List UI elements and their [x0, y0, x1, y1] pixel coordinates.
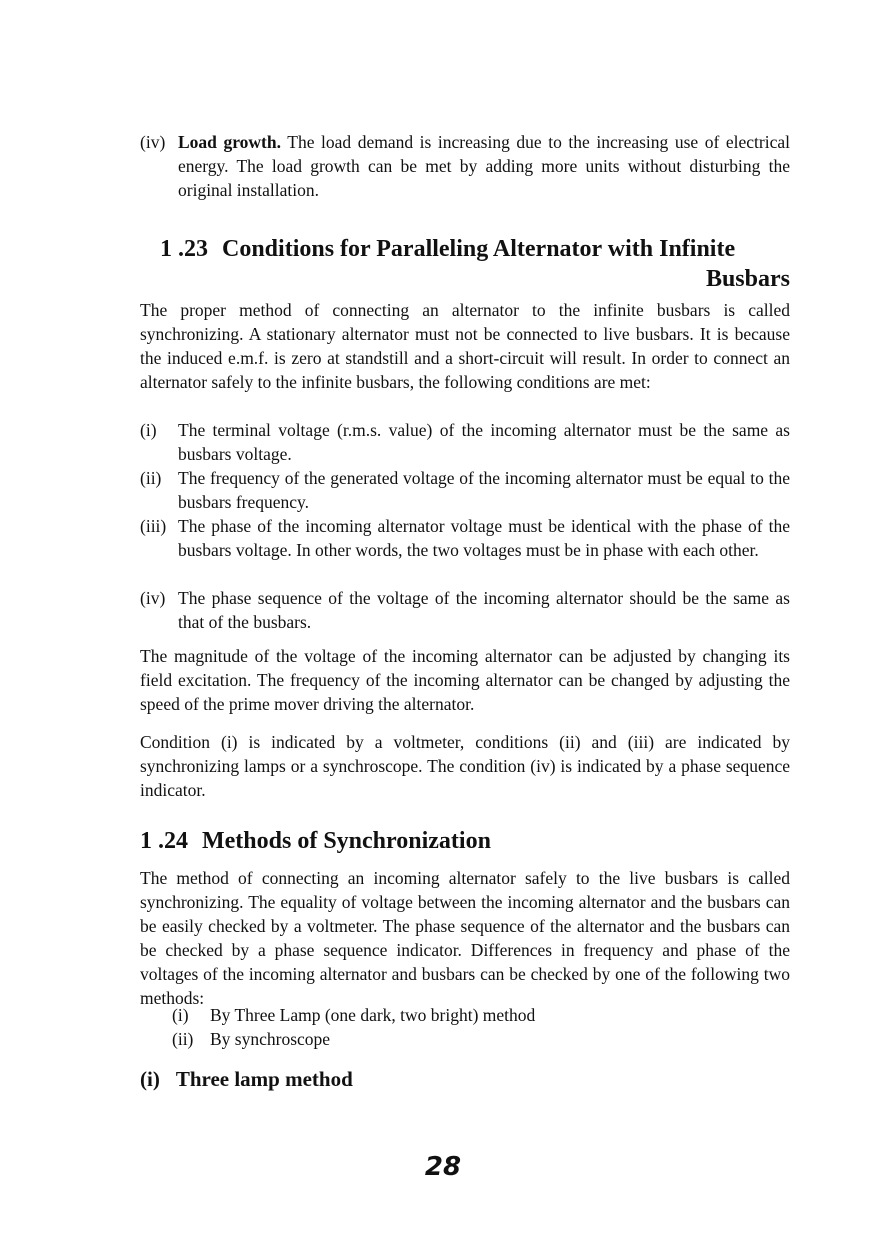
condition-text: The terminal voltage (r.m.s. value) of the incoming alternator must be the same as busbars voltage.	[178, 420, 790, 464]
method-text: By Three Lamp (one dark, two bright) method	[210, 1005, 536, 1025]
section-123-paragraph-3: Condition (i) is indicated by a voltmeter, conditions (ii) and (iii) are indicated by synchronizing lamps or a synchroscope. The condition (iv) is indicated by a phase sequence indicator.	[140, 732, 790, 800]
condition-number: (i)	[140, 420, 157, 440]
section-123-paragraph-2: The magnitude of the voltage of the incoming alternator can be adjusted by changing its field excitation. The frequency of the incoming alternator can be changed by adjusting the speed of the prime mover driving the alternator.	[140, 646, 790, 714]
method-text: By synchroscope	[210, 1029, 331, 1049]
condition-text: The phase sequence of the voltage of the incoming alternator should be the same as that of the busbars.	[178, 588, 790, 632]
item-body	[178, 130, 790, 202]
method-number: (i)	[172, 1005, 189, 1025]
condition-number: (ii)	[140, 468, 162, 488]
method-item	[172, 1027, 772, 1051]
condition-number: (iv)	[140, 588, 166, 608]
condition-item	[140, 466, 790, 514]
condition-item	[140, 514, 790, 562]
method-number: (ii)	[172, 1029, 194, 1049]
condition-number: (iii)	[140, 516, 167, 536]
three-lamp-subheading	[140, 1066, 353, 1092]
condition-text: The phase of the incoming alternator voltage must be identical with the phase of the busbars voltage. In other words, the two voltages must be in phase with each other.	[178, 516, 790, 560]
condition-item	[140, 418, 790, 466]
item-bold-term: Load growth.	[178, 132, 281, 152]
page-number: 28	[424, 1152, 462, 1182]
load-growth-item	[140, 130, 790, 202]
section-123-heading	[140, 234, 790, 294]
section-124-paragraph-1: The method of connecting an incoming alternator safely to the live busbars is called synchronizing. The equality of voltage between the incoming alternator and the busbars can be easily checked by a voltmeter. The phase sequence of the alternator and the busbars can be checked by a phase sequence indicator. Differences in frequency and phase of the voltages of the incoming alternator and busbars can be checked by one of the following two methods:	[140, 868, 790, 1008]
section-123-title-line2: Busbars	[705, 266, 790, 292]
section-124-number: 1 .24	[140, 828, 188, 854]
item-text: The load demand is increasing due to the increasing use of electrical energy. The load growth can be met by adding more units without disturbing the original installation.	[178, 132, 790, 200]
subheading-number: (i)	[140, 1067, 160, 1091]
section-124-heading	[140, 826, 790, 856]
section-123-title-line1: Conditions for Paralleling Alternator with Infinite	[222, 236, 736, 262]
section-124-title: Methods of Synchronization	[202, 828, 491, 854]
method-item	[172, 1003, 772, 1027]
section-123-number: 1 .23	[160, 236, 208, 262]
subheading-text: Three lamp method	[175, 1067, 353, 1091]
item-number: (iv)	[140, 132, 166, 152]
section-123-paragraph-1: The proper method of connecting an alternator to the infinite busbars is called synchronizing. A stationary alternator must not be connected to live busbars. It is because the induced e.m.f. is zero at standstill and a short-circuit will result. In order to connect an alternator safely to the infinite busbars, the following conditions are met:	[140, 300, 790, 392]
condition-text: The frequency of the generated voltage of the incoming alternator must be equal to the busbars frequency.	[178, 468, 790, 512]
condition-item	[140, 586, 790, 634]
